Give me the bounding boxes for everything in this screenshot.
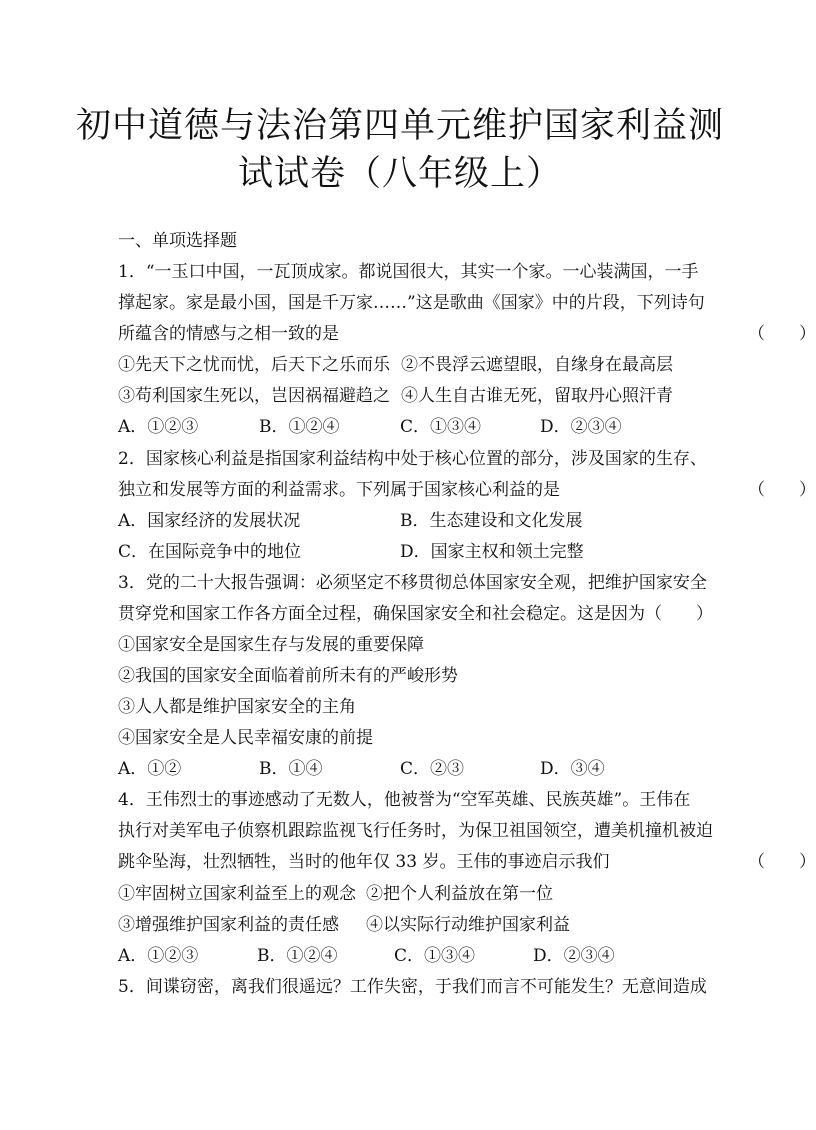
q4-stem-line-2: 执行对美军电子侦察机跟踪监视飞行任务时，为保卫祖国领空，遭美机撞机被迫 (118, 821, 713, 841)
q2-choice-c: C．在国际竞争中的地位 (118, 542, 302, 562)
q1-answer-blank: （ ） (748, 324, 816, 344)
q1-stem-line-2: 撑起家。家是最小国，国是千万家……”这是歌曲《国家》中的片段，下列诗句 (118, 293, 705, 313)
q1-option-1: ①先天下之忧而忧，后天下之乐而乐 (118, 355, 390, 375)
q4-choice-d: D．②③④ (533, 946, 615, 966)
q2-choice-d: D．国家主权和领土完整 (400, 542, 584, 562)
q3-option-3: ③人人都是维护国家安全的主角 (118, 697, 356, 717)
q4-choices (118, 942, 684, 970)
q2-stem-line-1: 2．国家核心利益是指国家利益结构中处于核心位置的部分，涉及国家的生存、 (118, 449, 707, 469)
q1-choices (118, 413, 684, 441)
q4-option-1: ①牢固树立国家利益至上的观念 (118, 884, 356, 904)
q1-choice-b: B．①②④ (259, 417, 340, 437)
q4-choice-c: C．①③④ (394, 946, 476, 966)
q4-option-4: ④以实际行动维护国家利益 (366, 915, 570, 935)
q2-choices-row-1 (118, 507, 684, 535)
q3-choice-c: C．②③ (400, 759, 465, 779)
q4-stem-text: 跳伞坠海，壮烈牺牲，当时的他年仅 33 岁。王伟的事迹启示我们 (118, 852, 610, 872)
q4-choice-b: B．①②④ (257, 946, 338, 966)
q3-stem-line-1: 3．党的二十大报告强调：必须坚定不移贯彻总体国家安全观，把维护国家安全 (118, 573, 707, 593)
q1-stem-line-1: 1．“一玉口中国，一瓦顶成家。都说国很大，其实一个家。一心装满国，一手 (118, 262, 699, 282)
page-title-line-1: 初中道德与法治第四单元维护国家利益测 (75, 106, 724, 146)
q1-options-row-1 (118, 351, 684, 379)
q2-choices-row-2 (118, 538, 684, 566)
q1-option-4: ④人生自古谁无死，留取丹心照汗青 (401, 386, 673, 406)
q4-option-3: ③增强维护国家利益的责任感 (118, 915, 339, 935)
q4-options-row-2 (118, 911, 684, 939)
q1-options-row-2 (118, 382, 684, 410)
q3-choice-a: A．①② (118, 759, 182, 779)
q4-options-row-1 (118, 880, 684, 908)
section-heading: 一、单项选择题 (118, 231, 237, 251)
q5-stem-line-1: 5．间谍窃密，离我们很遥远？工作失密，于我们而言不可能发生？无意间造成 (118, 977, 707, 997)
q3-option-1: ①国家安全是国家生存与发展的重要保障 (118, 635, 424, 655)
q3-stem-line-2: 贯穿党和国家工作各方面全过程，确保国家安全和社会稳定。这是因为（ ） (118, 604, 713, 624)
q2-choice-a: A．国家经济的发展状况 (118, 511, 301, 531)
q1-stem-text: 所蕴含的情感与之相一致的是 (118, 324, 339, 344)
q3-choices (118, 755, 684, 783)
q1-choice-d: D．②③④ (540, 417, 622, 437)
q1-option-3: ③苟利国家生死以，岂因祸福避趋之 (118, 386, 390, 406)
q1-stem-line-3 (118, 320, 816, 348)
q2-stem-line-2 (118, 476, 816, 504)
q4-option-2: ②把个人利益放在第一位 (366, 884, 553, 904)
page-title-line-2: 试试卷（八年级上） (237, 154, 562, 194)
q1-choice-c: C．①③④ (400, 417, 482, 437)
q4-answer-blank: （ ） (748, 852, 816, 872)
q3-option-2: ②我国的国家安全面临着前所未有的严峻形势 (118, 666, 458, 686)
q1-choice-a: A．①②③ (118, 417, 199, 437)
q1-option-2: ②不畏浮云遮望眼，自缘身在最高层 (401, 355, 673, 375)
q3-choice-d: D．③④ (540, 759, 605, 779)
q3-option-4: ④国家安全是人民幸福安康的前提 (118, 728, 373, 748)
q4-choice-a: A．①②③ (118, 946, 199, 966)
q4-stem-line-3 (118, 848, 816, 876)
q2-answer-blank: （ ） (748, 480, 816, 500)
q4-stem-line-1: 4．王伟烈士的事迹感动了无数人，他被誉为“空军英雄、民族英雄”。王伟在 (118, 790, 691, 810)
q2-choice-b: B．生态建设和文化发展 (400, 511, 583, 531)
q2-stem-text: 独立和发展等方面的利益需求。下列属于国家核心利益的是 (118, 480, 560, 500)
q3-choice-b: B．①④ (259, 759, 323, 779)
